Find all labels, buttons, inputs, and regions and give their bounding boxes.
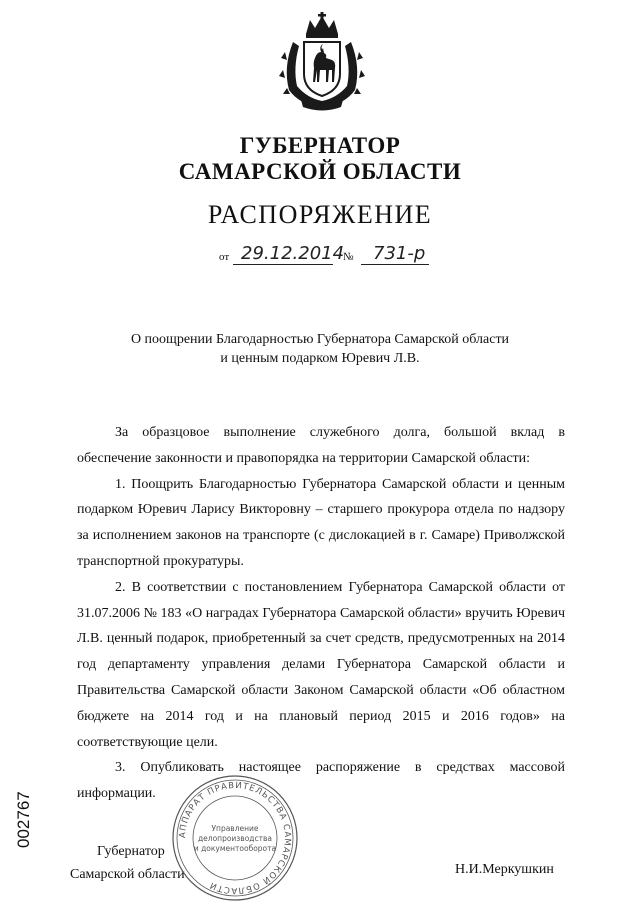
body-intro: За образцовое выполнение служебного долга, большой вклад в обеспечение законности и правопорядка на территории Самарской области: xyxy=(77,425,565,466)
date-from-label: от xyxy=(219,251,230,263)
body-item-2: 2. В соответствии с постановлением Губернатора Самарской области от 31.07.2006 № 183 «О наградах Губернатора Самарской области» вручить Юревич Л.В. ценный подарок, приобретенный за счет средств, предусмотренных на 2014 год департаменту управления делами Губернатора Самарской области и Правительства Самарской области Законом Самарской области «Об областном бюджете на 2014 год и на плановый период 2015 и 2016 годов» на соответствующие цели. xyxy=(77,579,565,750)
document-subject xyxy=(0,330,640,368)
subject-line1: О поощрении Благодарностью Губернатора Самарской области xyxy=(130,332,510,347)
office-stamp xyxy=(170,773,300,903)
date-underline xyxy=(233,264,333,265)
number-underline xyxy=(361,264,429,265)
stamp-center-line3: и документооборота xyxy=(193,844,277,853)
body-item-3: 3. Опубликовать настоящее распоряжение в средствах массовой информации. xyxy=(77,760,565,802)
stamp-center-line1: Управление xyxy=(211,824,259,833)
signatory-position-line2: Самарской области xyxy=(70,867,185,882)
stamp-center-line2: делопроизводства xyxy=(197,834,273,843)
handwritten-date: 29.12.2014 xyxy=(241,243,345,264)
signatory-name: Н.И.Меркушкин xyxy=(455,862,554,877)
issuer-title-line1: ГУБЕРНАТОР xyxy=(239,133,401,158)
coat-of-arms-emblem xyxy=(279,12,365,112)
date-number-line xyxy=(219,244,439,268)
number-label: № xyxy=(343,251,354,263)
document-type-heading: РАСПОРЯЖЕНИЕ xyxy=(207,200,433,229)
signatory-position xyxy=(70,840,185,886)
signatory-position-line1: Губернатор xyxy=(97,844,165,859)
issuer-title-line2: САМАРСКОЙ ОБЛАСТИ xyxy=(178,159,462,184)
registration-number: 002767 xyxy=(14,791,33,848)
subject-line2: и ценным подарком Юревич Л.В. xyxy=(220,351,420,366)
handwritten-number: 731-р xyxy=(373,243,426,264)
document-body xyxy=(77,420,565,807)
stamp-ring-text: АППАРАТ ПРАВИТЕЛЬСТВА САМАРСКОЙ ОБЛАСТИ xyxy=(177,780,293,896)
body-item-1: 1. Поощрить Благодарностью Губернатора Самарской области и ценным подарком Юревич Ларису Викторовну – старшего прокурора отдела по надзору за исполнением законов на транспорте (с дислокацией в г. Самаре) Приволжской транспортной прокуратуры. xyxy=(77,476,565,569)
